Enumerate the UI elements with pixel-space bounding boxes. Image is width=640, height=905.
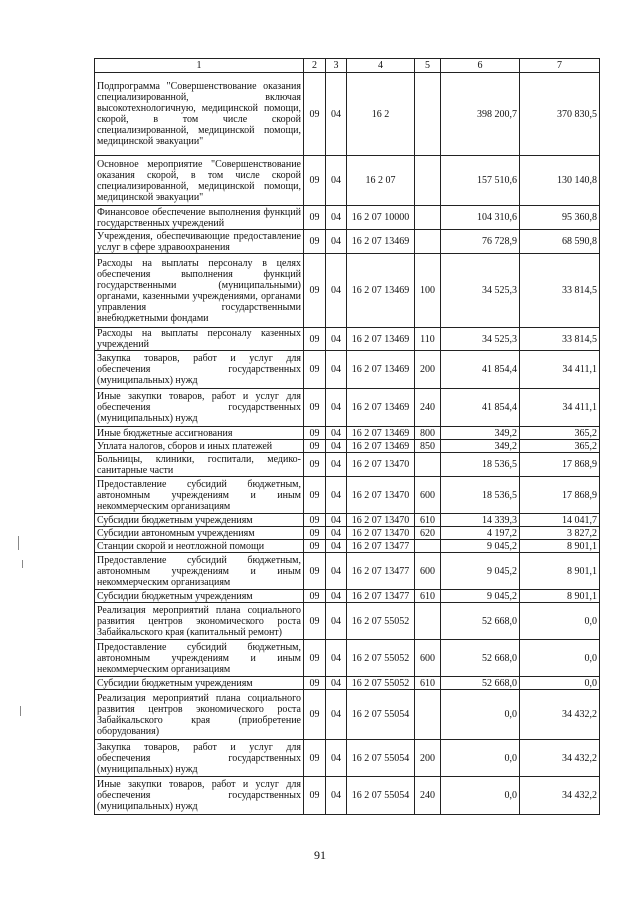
row-subsection: 04 [326, 740, 347, 777]
row-subsection: 04 [326, 690, 347, 740]
row-target-code: 16 2 07 10000 [347, 206, 415, 230]
row-amount-col6: 104 310,6 [441, 206, 520, 230]
row-target-code: 16 2 07 13477 [347, 540, 415, 553]
row-expense-type: 610 [415, 590, 441, 603]
header-col-6: 6 [441, 59, 520, 73]
row-target-code: 16 2 07 55052 [347, 640, 415, 677]
row-section: 09 [304, 440, 326, 453]
row-subsection: 04 [326, 640, 347, 677]
row-expense-type: 600 [415, 477, 441, 514]
row-expense-type: 200 [415, 740, 441, 777]
row-target-code: 16 2 07 55052 [347, 603, 415, 640]
row-subsection: 04 [326, 540, 347, 553]
header-col-7: 7 [520, 59, 600, 73]
row-section: 09 [304, 553, 326, 590]
row-expense-type [415, 453, 441, 477]
row-target-code: 16 2 [347, 73, 415, 156]
row-section: 09 [304, 254, 326, 328]
row-expense-type: 610 [415, 514, 441, 527]
table-row [95, 440, 600, 453]
table-row [95, 427, 600, 440]
row-amount-col6: 41 854,4 [441, 389, 520, 427]
budget-table [94, 58, 600, 815]
row-expense-type: 100 [415, 254, 441, 328]
row-subsection: 04 [326, 477, 347, 514]
table-row [95, 640, 600, 677]
row-target-code: 16 2 07 55054 [347, 740, 415, 777]
table-row [95, 603, 600, 640]
row-target-code: 16 2 07 13470 [347, 477, 415, 514]
row-target-code: 16 2 07 13477 [347, 590, 415, 603]
scan-mark [20, 706, 21, 716]
row-subsection: 04 [326, 351, 347, 389]
row-amount-col7: 33 814,5 [520, 254, 600, 328]
row-target-code: 16 2 07 13469 [347, 351, 415, 389]
row-expense-type: 600 [415, 553, 441, 590]
row-subsection: 04 [326, 73, 347, 156]
table-row [95, 328, 600, 351]
row-subsection: 04 [326, 328, 347, 351]
row-expense-type: 600 [415, 640, 441, 677]
row-amount-col7: 365,2 [520, 427, 600, 440]
row-amount-col7: 8 901,1 [520, 590, 600, 603]
row-amount-col7: 14 041,7 [520, 514, 600, 527]
row-amount-col7: 68 590,8 [520, 230, 600, 254]
row-expense-type: 610 [415, 677, 441, 690]
row-subsection: 04 [326, 677, 347, 690]
row-amount-col7: 0,0 [520, 640, 600, 677]
row-subsection: 04 [326, 427, 347, 440]
table-row [95, 590, 600, 603]
row-amount-col6: 9 045,2 [441, 590, 520, 603]
row-amount-col7: 34 411,1 [520, 389, 600, 427]
row-amount-col7: 8 901,1 [520, 553, 600, 590]
row-amount-col6: 34 525,3 [441, 254, 520, 328]
table-row [95, 453, 600, 477]
row-amount-col6: 398 200,7 [441, 73, 520, 156]
header-col-5: 5 [415, 59, 441, 73]
row-name: Предоставление субсидий бюджетным, автономным учреждениям и иным некоммерческим организациям [95, 553, 304, 590]
row-amount-col7: 34 411,1 [520, 351, 600, 389]
row-section: 09 [304, 453, 326, 477]
row-amount-col7: 34 432,2 [520, 740, 600, 777]
row-name: Субсидии бюджетным учреждениям [95, 677, 304, 690]
row-expense-type: 240 [415, 777, 441, 815]
table-row [95, 690, 600, 740]
row-subsection: 04 [326, 156, 347, 206]
row-subsection: 04 [326, 206, 347, 230]
row-amount-col7: 0,0 [520, 603, 600, 640]
row-subsection: 04 [326, 553, 347, 590]
row-expense-type: 200 [415, 351, 441, 389]
row-expense-type: 620 [415, 527, 441, 540]
row-amount-col6: 52 668,0 [441, 677, 520, 690]
table-row [95, 553, 600, 590]
row-name: Предоставление субсидий бюджетным, автономным учреждениям и иным некоммерческим организациям [95, 640, 304, 677]
table-row [95, 73, 600, 156]
row-name: Субсидии бюджетным учреждениям [95, 590, 304, 603]
row-name: Станции скорой и неотложной помощи [95, 540, 304, 553]
row-subsection: 04 [326, 527, 347, 540]
table-row [95, 540, 600, 553]
row-amount-col7: 33 814,5 [520, 328, 600, 351]
row-subsection: 04 [326, 453, 347, 477]
table-row [95, 351, 600, 389]
row-section: 09 [304, 206, 326, 230]
row-name: Закупка товаров, работ и услуг для обеспечения государственных (муниципальных) нужд [95, 740, 304, 777]
row-amount-col6: 349,2 [441, 440, 520, 453]
row-target-code: 16 2 07 13470 [347, 527, 415, 540]
row-target-code: 16 2 07 55054 [347, 777, 415, 815]
row-amount-col7: 95 360,8 [520, 206, 600, 230]
row-amount-col7: 34 432,2 [520, 690, 600, 740]
row-amount-col6: 0,0 [441, 690, 520, 740]
row-amount-col7: 34 432,2 [520, 777, 600, 815]
row-expense-type [415, 603, 441, 640]
header-col-1: 1 [95, 59, 304, 73]
row-amount-col6: 34 525,3 [441, 328, 520, 351]
row-section: 09 [304, 690, 326, 740]
row-amount-col6: 9 045,2 [441, 553, 520, 590]
table-row [95, 206, 600, 230]
table-row [95, 389, 600, 427]
row-section: 09 [304, 677, 326, 690]
table-row [95, 514, 600, 527]
row-section: 09 [304, 156, 326, 206]
row-target-code: 16 2 07 55052 [347, 677, 415, 690]
row-name: Реализация мероприятий плана социального развития центров экономического роста Забайкальского края (капитальный ремонт) [95, 603, 304, 640]
row-target-code: 16 2 07 13469 [347, 440, 415, 453]
scan-mark [22, 560, 23, 568]
row-subsection: 04 [326, 254, 347, 328]
row-name: Субсидии бюджетным учреждениям [95, 514, 304, 527]
row-name: Расходы на выплаты персоналу казенных учреждений [95, 328, 304, 351]
row-amount-col6: 76 728,9 [441, 230, 520, 254]
row-section: 09 [304, 230, 326, 254]
row-subsection: 04 [326, 230, 347, 254]
row-target-code: 16 2 07 13469 [347, 427, 415, 440]
row-subsection: 04 [326, 603, 347, 640]
row-amount-col7: 370 830,5 [520, 73, 600, 156]
row-amount-col7: 17 868,9 [520, 477, 600, 514]
row-amount-col6: 41 854,4 [441, 351, 520, 389]
row-amount-col6: 0,0 [441, 740, 520, 777]
header-col-2: 2 [304, 59, 326, 73]
scan-mark [18, 536, 19, 550]
row-target-code: 16 2 07 13470 [347, 453, 415, 477]
row-section: 09 [304, 777, 326, 815]
header-col-4: 4 [347, 59, 415, 73]
row-amount-col7: 130 140,8 [520, 156, 600, 206]
row-target-code: 16 2 07 13470 [347, 514, 415, 527]
row-section: 09 [304, 540, 326, 553]
row-target-code: 16 2 07 13469 [347, 328, 415, 351]
table-row [95, 477, 600, 514]
row-subsection: 04 [326, 389, 347, 427]
row-expense-type: 240 [415, 389, 441, 427]
row-expense-type [415, 690, 441, 740]
row-target-code: 16 2 07 13477 [347, 553, 415, 590]
row-section: 09 [304, 328, 326, 351]
row-amount-col6: 4 197,2 [441, 527, 520, 540]
row-expense-type [415, 206, 441, 230]
row-amount-col6: 9 045,2 [441, 540, 520, 553]
row-target-code: 16 2 07 55054 [347, 690, 415, 740]
row-section: 09 [304, 590, 326, 603]
row-target-code: 16 2 07 13469 [347, 230, 415, 254]
row-expense-type: 850 [415, 440, 441, 453]
header-col-3: 3 [326, 59, 347, 73]
row-name: Расходы на выплаты персоналу в целях обеспечения выполнения функций государственными (муниципальными) органами, казенными учреждениями, органами управления государственными внебюджетными фондами [95, 254, 304, 328]
row-amount-col6: 18 536,5 [441, 477, 520, 514]
row-expense-type: 110 [415, 328, 441, 351]
row-expense-type [415, 540, 441, 553]
row-section: 09 [304, 73, 326, 156]
table-row [95, 740, 600, 777]
row-name: Иные закупки товаров, работ и услуг для обеспечения государственных (муниципальных) нужд [95, 777, 304, 815]
row-name: Финансовое обеспечение выполнения функций государственных учреждений [95, 206, 304, 230]
table-row [95, 777, 600, 815]
row-section: 09 [304, 640, 326, 677]
table-header-row [95, 59, 600, 73]
row-amount-col7: 8 901,1 [520, 540, 600, 553]
row-amount-col7: 0,0 [520, 677, 600, 690]
table-row [95, 254, 600, 328]
table-row [95, 156, 600, 206]
row-amount-col6: 349,2 [441, 427, 520, 440]
row-name: Реализация мероприятий плана социального развития центров экономического роста Забайкальского края (приобретение оборудования) [95, 690, 304, 740]
row-name: Учреждения, обеспечивающие предоставление услуг в сфере здравоохранения [95, 230, 304, 254]
row-amount-col7: 3 827,2 [520, 527, 600, 540]
row-subsection: 04 [326, 590, 347, 603]
row-name: Основное мероприятие "Совершенствование оказания скорой, в том числе скорой специализированной, медицинской помощи, медицинской эвакуации" [95, 156, 304, 206]
row-amount-col7: 365,2 [520, 440, 600, 453]
row-name: Субсидии автономным учреждениям [95, 527, 304, 540]
row-section: 09 [304, 514, 326, 527]
row-section: 09 [304, 740, 326, 777]
table-row [95, 677, 600, 690]
row-amount-col6: 52 668,0 [441, 640, 520, 677]
row-target-code: 16 2 07 13469 [347, 254, 415, 328]
page-number: 91 [314, 848, 326, 862]
row-name: Уплата налогов, сборов и иных платежей [95, 440, 304, 453]
row-section: 09 [304, 477, 326, 514]
row-subsection: 04 [326, 777, 347, 815]
row-expense-type [415, 230, 441, 254]
row-subsection: 04 [326, 514, 347, 527]
row-section: 09 [304, 527, 326, 540]
row-amount-col6: 0,0 [441, 777, 520, 815]
row-amount-col7: 17 868,9 [520, 453, 600, 477]
row-expense-type [415, 156, 441, 206]
row-target-code: 16 2 07 [347, 156, 415, 206]
row-name: Предоставление субсидий бюджетным, автономным учреждениям и иным некоммерческим организациям [95, 477, 304, 514]
row-section: 09 [304, 351, 326, 389]
row-amount-col6: 18 536,5 [441, 453, 520, 477]
row-amount-col6: 14 339,3 [441, 514, 520, 527]
row-name: Больницы, клиники, госпитали, медико-санитарные части [95, 453, 304, 477]
row-name: Подпрограмма "Совершенствование оказания специализированной, включая высокотехнологичную, медицинской помощи, скорой, в том числе скорой специализированной, медицинской помощи, медицинской эвакуации" [95, 73, 304, 156]
row-name: Иные закупки товаров, работ и услуг для обеспечения государственных (муниципальных) нужд [95, 389, 304, 427]
row-amount-col6: 52 668,0 [441, 603, 520, 640]
row-subsection: 04 [326, 440, 347, 453]
row-name: Закупка товаров, работ и услуг для обеспечения государственных (муниципальных) нужд [95, 351, 304, 389]
row-name: Иные бюджетные ассигнования [95, 427, 304, 440]
row-section: 09 [304, 603, 326, 640]
row-amount-col6: 157 510,6 [441, 156, 520, 206]
row-section: 09 [304, 389, 326, 427]
row-expense-type [415, 73, 441, 156]
row-target-code: 16 2 07 13469 [347, 389, 415, 427]
row-expense-type: 800 [415, 427, 441, 440]
table-row [95, 527, 600, 540]
row-section: 09 [304, 427, 326, 440]
table-row [95, 230, 600, 254]
